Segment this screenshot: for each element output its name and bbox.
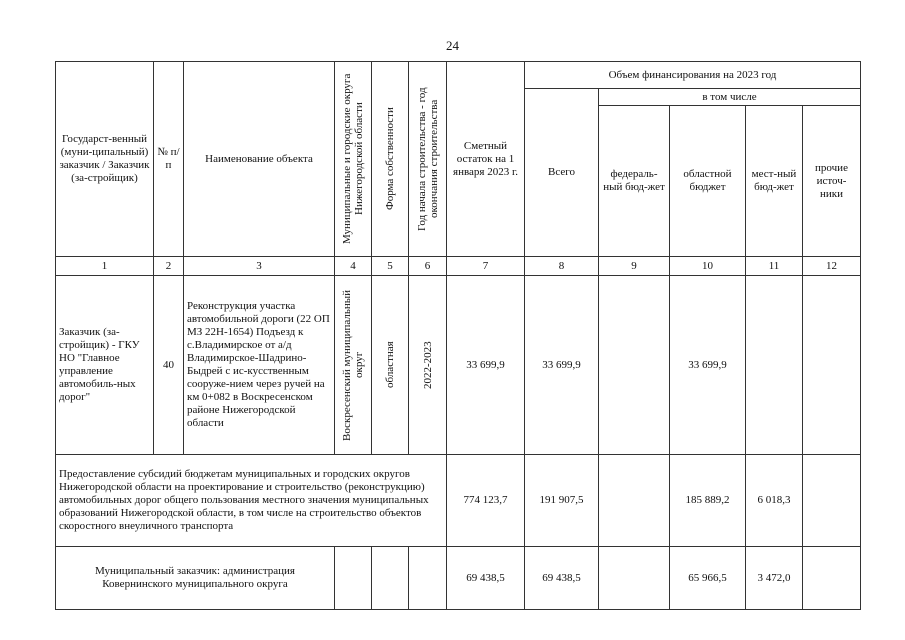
row3-other — [803, 547, 861, 610]
row3-ownership — [372, 547, 409, 610]
table-row — [56, 276, 861, 455]
col-num: 12 — [803, 257, 861, 276]
header-local: мест-ный бюд-жет — [746, 106, 803, 257]
row2-estimated-balance: 774 123,7 — [447, 455, 525, 547]
row1-regional: 33 699,9 — [670, 276, 746, 455]
row3-municipality — [335, 547, 372, 610]
header-num: № п/п — [154, 62, 184, 257]
financing-table — [55, 61, 861, 610]
column-numbers-row — [56, 257, 861, 276]
row3-regional: 65 966,5 — [670, 547, 746, 610]
row2-total: 191 907,5 — [525, 455, 599, 547]
header-funding-group: Объем финансирования на 2023 год — [525, 62, 861, 89]
row1-local — [746, 276, 803, 455]
header-ownership: Форма собственности — [372, 62, 409, 257]
row1-federal — [599, 276, 670, 455]
header-including: в том числе — [599, 89, 861, 106]
header-other: прочие источ-ники — [803, 106, 861, 257]
row3-estimated-balance: 69 438,5 — [447, 547, 525, 610]
row3-customer: Муниципальный заказчик: администрация Ковернинского муниципального округа — [56, 547, 335, 610]
col-num: 3 — [184, 257, 335, 276]
row1-num: 40 — [154, 276, 184, 455]
row2-federal — [599, 455, 670, 547]
col-num: 11 — [746, 257, 803, 276]
header-municipality: Муниципальные и городские округа Нижегородской области — [335, 62, 372, 257]
row2-local: 6 018,3 — [746, 455, 803, 547]
row1-total: 33 699,9 — [525, 276, 599, 455]
row2-regional: 185 889,2 — [670, 455, 746, 547]
table-row — [56, 547, 861, 610]
row1-customer: Заказчик (за-стройщик) - ГКУ НО "Главное управление автомобиль-ных дорог" — [56, 276, 154, 455]
col-num: 5 — [372, 257, 409, 276]
row1-municipality: Воскресенский муниципальный округ — [335, 276, 372, 455]
row1-other — [803, 276, 861, 455]
table-row — [56, 455, 861, 547]
col-num: 8 — [525, 257, 599, 276]
row1-ownership: областная — [372, 276, 409, 455]
col-num: 4 — [335, 257, 372, 276]
row1-years: 2022-2023 — [409, 276, 447, 455]
col-num: 10 — [670, 257, 746, 276]
header-years: Год начала строительства - год окончания строительства — [409, 62, 447, 257]
row3-years — [409, 547, 447, 610]
col-num: 6 — [409, 257, 447, 276]
header-regional: областной бюджет — [670, 106, 746, 257]
row3-federal — [599, 547, 670, 610]
col-num: 1 — [56, 257, 154, 276]
header-customer: Государст-венный (муни-ципальный) заказчик / Заказчик (за-стройщик) — [56, 62, 154, 257]
row3-total: 69 438,5 — [525, 547, 599, 610]
row2-other — [803, 455, 861, 547]
col-num: 2 — [154, 257, 184, 276]
header-estimated-balance: Сметный остаток на 1 января 2023 г. — [447, 62, 525, 257]
header-federal: федераль-ный бюд-жет — [599, 106, 670, 257]
header-total: Всего — [525, 89, 599, 257]
col-num: 7 — [447, 257, 525, 276]
row1-estimated-balance: 33 699,9 — [447, 276, 525, 455]
row2-description: Предоставление субсидий бюджетам муниципальных и городских округов Нижегородской области на проектирование и строительство (реконструкцию) автомобильных дорог общего пользования местного значения муниципальных образований Нижегородской области, в том числе на строительство объектов скоростного внеуличного транспорта — [56, 455, 447, 547]
row1-object: Реконструкция участка автомобильной дороги (22 ОП МЗ 22Н-1654) Подъезд к с.Владимирское от а/д Владимирское-Шадрино-Быдрей с ис-кусственным сооруже-нием через ручей на км 0+082 в Воскресенском районе Нижегородской области — [184, 276, 335, 455]
row3-local: 3 472,0 — [746, 547, 803, 610]
header-object-name: Наименование объекта — [184, 62, 335, 257]
col-num: 9 — [599, 257, 670, 276]
page-number: 24 — [446, 38, 459, 53]
